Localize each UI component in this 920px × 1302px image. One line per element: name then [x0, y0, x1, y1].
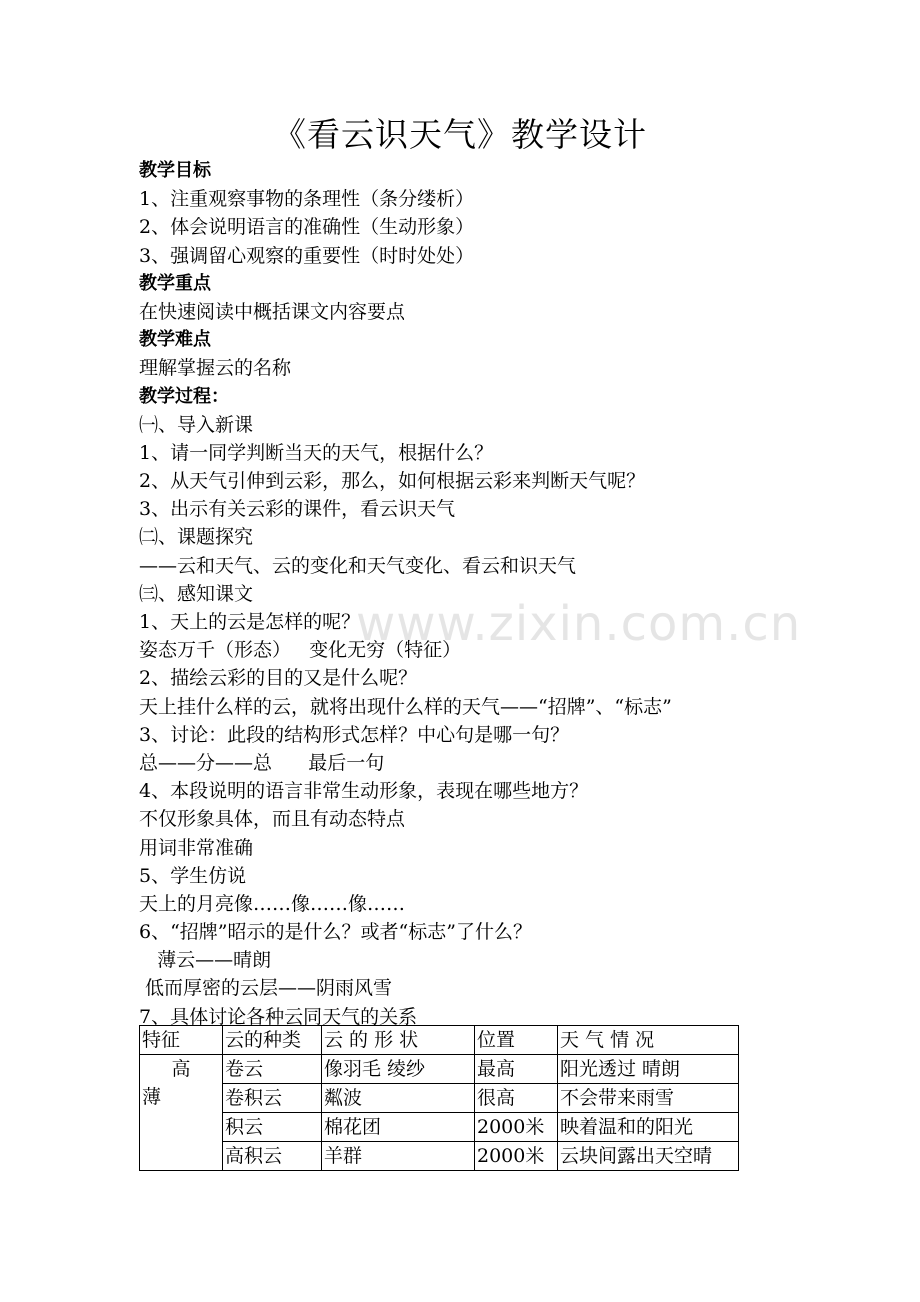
table-cell: 卷云	[223, 1055, 322, 1084]
header-cell: 云的种类	[223, 1026, 322, 1055]
text-line: 2、描绘云彩的目的又是什么呢？	[139, 667, 418, 690]
text-line: 1、请一同学判断当天的天气，根据什么？	[139, 441, 494, 464]
text-line: 1、天上的云是怎样的呢？	[139, 611, 361, 633]
header-cell: 天 气 情 况	[558, 1026, 739, 1055]
section-heading: 教学难点	[139, 329, 211, 351]
text-line: 理解掌握云的名称	[139, 357, 292, 380]
text-line: 7、具体讨论各种云同天气的关系	[139, 1005, 418, 1028]
header-cell: 特征	[140, 1026, 223, 1055]
text-line: 在快速阅读中概括课文内容要点	[139, 300, 406, 323]
header-cell: 云 的 形 状	[322, 1026, 475, 1055]
text-line: 总——分——总 最后一句	[139, 751, 385, 774]
watermark: www.zixin.com.cn	[356, 596, 802, 652]
cloud-weather-table	[139, 1025, 739, 1171]
text-line: 4、本段说明的语言非常生动形象，表现在哪些地方？	[139, 780, 589, 803]
text-line: 3、出示有关云彩的课件，看云识天气	[139, 498, 456, 521]
table-cell: 云块间露出天空晴	[558, 1142, 739, 1171]
table-cell: 像羽毛 绫纱	[322, 1055, 475, 1084]
feature-text-2: 薄	[142, 1086, 162, 1108]
text-line: 2、从天气引伸到云彩，那么，如何根据云彩来判断天气呢？	[139, 470, 646, 493]
text-line: ——云和天气、云的变化和天气变化、看云和识天气	[139, 554, 577, 577]
text-line: ㈡、课题探究	[139, 526, 254, 549]
table-cell: 最高	[475, 1055, 558, 1084]
document-body	[139, 157, 779, 1031]
text-line: 薄云——晴朗	[139, 949, 272, 972]
table-header-row	[140, 1026, 739, 1055]
table-cell: 积云	[223, 1113, 322, 1142]
table-row	[140, 1055, 739, 1084]
text-line: 低而厚密的云层——阴雨风雪	[139, 977, 393, 1000]
table-row	[140, 1113, 739, 1142]
text-line: 用词非常准确	[139, 836, 254, 859]
table-row	[140, 1142, 739, 1171]
text-line: 不仅形象具体，而且有动态特点	[139, 808, 406, 831]
text-line: 天上的月亮像……像……像……	[139, 892, 406, 915]
feature-text-1: 高	[171, 1058, 191, 1080]
table-cell: 羊群	[322, 1142, 475, 1171]
document-title: 《看云识天气》教学设计	[273, 115, 647, 154]
text-line: 姿态万千（形态） 变化无穷（特征）	[139, 639, 462, 662]
table-row	[140, 1084, 739, 1113]
table-cell: 阳光透过 晴朗	[558, 1055, 739, 1084]
table-cell: 不会带来雨雪	[558, 1084, 739, 1113]
header-cell: 位置	[475, 1026, 558, 1055]
feature-cell	[140, 1055, 223, 1171]
text-line: ㈢、感知课文	[139, 582, 254, 605]
table-cell: 棉花团	[322, 1113, 475, 1142]
text-line: 3、强调留心观察的重要性（时时处处）	[139, 244, 475, 267]
table-cell: 2000米	[475, 1142, 558, 1171]
text-line: 5、学生仿说	[139, 864, 247, 887]
table-cell: 映着温和的阳光	[558, 1113, 739, 1142]
section-heading: 教学过程：	[139, 385, 229, 407]
text-line: 3、讨论：此段的结构形式怎样？中心句是哪一句？	[139, 723, 570, 746]
text-line: 2、体会说明语言的准确性（生动形象）	[139, 216, 475, 239]
text-line: ㈠、导入新课	[139, 413, 254, 436]
text-line: 天上挂什么样的云，就将出现什么样的天气——“招牌”、“标志”	[139, 695, 672, 718]
section-heading: 教学目标	[139, 160, 211, 181]
table-cell: 卷积云	[223, 1084, 322, 1113]
table-cell: 粼波	[322, 1084, 475, 1113]
section-heading: 教学重点	[139, 272, 211, 294]
table-cell: 2000米	[475, 1113, 558, 1142]
text-line: 6、“招牌”昭示的是什么？或者“标志”了什么？	[139, 921, 532, 944]
table-cell: 高积云	[223, 1142, 322, 1171]
text-line: 1、注重观察事物的条理性（条分缕析）	[139, 188, 475, 211]
table-cell: 很高	[475, 1084, 558, 1113]
